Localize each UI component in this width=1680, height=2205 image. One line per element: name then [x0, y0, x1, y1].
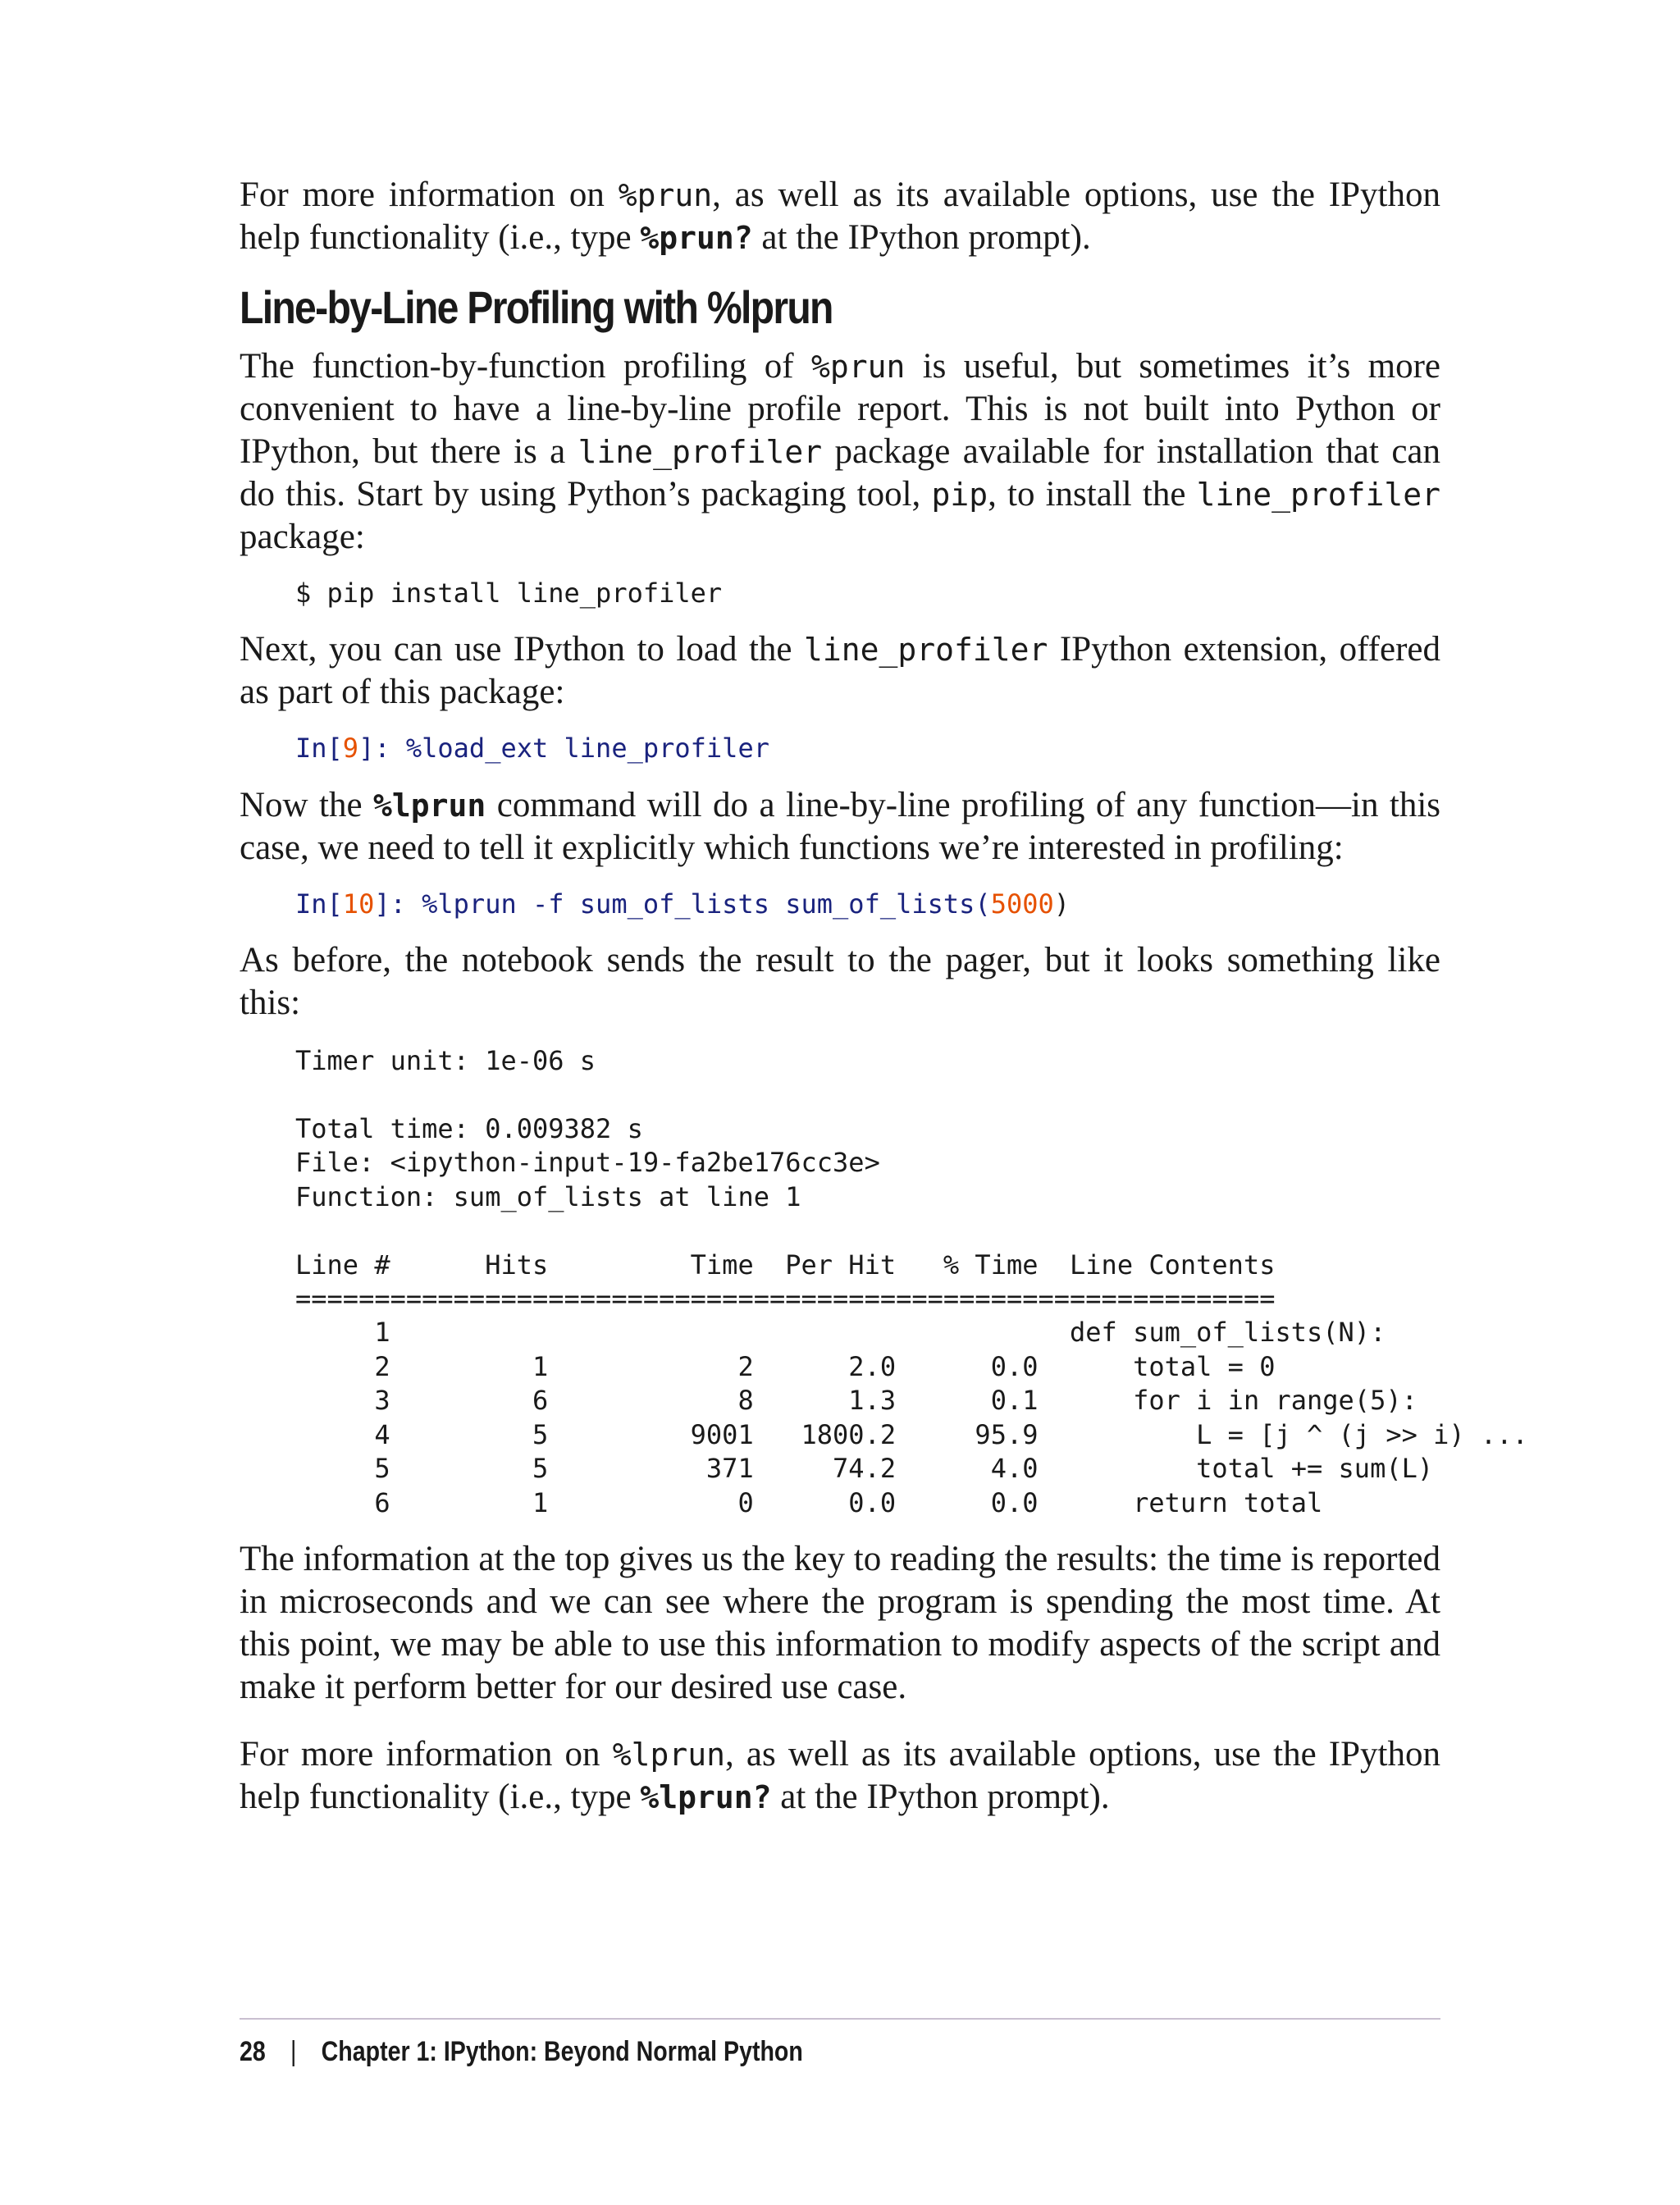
code-load-ext — [295, 732, 1440, 765]
para2-text-1: Next, you can use IPython to load the — [240, 630, 804, 669]
prompt-end: ]: — [358, 733, 406, 765]
inline-code: pip — [931, 477, 988, 513]
inline-code-lprun: %lprun — [612, 1736, 725, 1773]
inline-code: %prun — [810, 349, 906, 385]
intro-text-1: For more information on — [240, 176, 619, 214]
page-content — [240, 174, 1528, 1819]
code-argument: 5000 — [990, 888, 1054, 920]
inline-code: line_profiler — [578, 434, 823, 470]
page-footer — [240, 2018, 1440, 2068]
code-lprun — [295, 888, 1440, 921]
output-line: 5 5 371 74.2 4.0 total += sum(L) — [295, 1453, 1434, 1485]
prompt-number: 10 — [342, 888, 375, 920]
para2-text-2: IPython extension, offered as part of this package: — [240, 630, 1440, 712]
inline-code-lprun-help: %lprun? — [640, 1778, 772, 1815]
inline-code-lprun: %lprun — [373, 787, 486, 824]
inline-code-prun: %prun — [618, 177, 713, 213]
outro-paragraph — [240, 1733, 1440, 1819]
outro-text-1: For more information on — [240, 1734, 613, 1774]
footer-text — [240, 2036, 1249, 2068]
inline-code-prun-help: %prun? — [640, 220, 753, 256]
para1-text-3: package available for installation that can do this. Start by using Python’s packaging tool, — [240, 432, 1440, 514]
inline-code: line_profiler — [1196, 477, 1440, 513]
footer-separator: | — [290, 2036, 297, 2067]
output-line: Line # Hits Time Per Hit % Time Line Contents — [295, 1249, 1276, 1281]
para1-text-1: The function-by-function profiling of — [240, 347, 811, 386]
prompt-number: 9 — [342, 733, 359, 765]
output-line: ============================================================== — [295, 1283, 1276, 1315]
output-line: 2 1 2 2.0 0.0 total = 0 — [295, 1350, 1276, 1382]
paragraph-intro-lprun — [240, 345, 1440, 559]
para1-text-5: package: — [240, 518, 365, 556]
output-line — [295, 1079, 1440, 1112]
para1-text-4: , to install the — [988, 475, 1197, 514]
intro-text-2: , as well as its available options, use the IPython help functionality (i.e., type — [240, 176, 1440, 257]
profiler-output — [295, 1044, 1528, 1520]
inline-code: line_profiler — [803, 632, 1048, 669]
intro-paragraph — [240, 174, 1440, 259]
para1-text-2: is useful, but sometimes it’s more convenient to have a line-by-line profile report. This is not built into Python or IPython, but there is a — [240, 347, 1440, 471]
chapter-title: Chapter 1: IPython: Beyond Normal Python — [321, 2036, 803, 2067]
code-command: %load_ext line_profiler — [405, 733, 769, 765]
outro-text-3: at the IPython prompt). — [771, 1777, 1110, 1816]
para3-text-1: Now the — [240, 785, 374, 824]
output-line: File: <ipython-input-19-fa2be176cc3e> — [295, 1147, 880, 1179]
code-close-paren: ) — [1053, 888, 1071, 920]
intro-text-3: at the IPython prompt). — [752, 218, 1091, 257]
paragraph-pager: As before, the notebook sends the result to the pager, but it looks something like this: — [240, 941, 1440, 1023]
code-install: $ pip install line_profiler — [295, 578, 723, 609]
code-command: %lprun -f sum_of_lists sum_of_lists( — [422, 888, 991, 920]
output-line: 3 6 8 1.3 0.1 for i in range(5): — [295, 1385, 1418, 1417]
para3-text-2: command will do a line-by-line profiling of any function—in this case, we need to tell it explicitly which functions we’re interested in profiling: — [240, 785, 1441, 867]
paragraph-results: The information at the top gives us the key to reading the results: the time is reported in microseconds and we can see where the program is spending the most time. At this point, we may be able to use this information to modify aspects of the script and make it perform better for our desired use case. — [240, 1539, 1441, 1706]
output-line — [295, 1214, 1440, 1248]
prompt-end: ]: — [374, 888, 422, 920]
output-line: 4 5 9001 1800.2 95.9 L = [j ^ (j >> i) ... — [295, 1418, 1528, 1450]
output-line: Total time: 0.009382 s — [295, 1113, 643, 1145]
page-number: 28 — [240, 2036, 266, 2067]
paragraph-load-ext — [240, 628, 1440, 714]
output-line: 1 def sum_of_lists(N): — [295, 1317, 1386, 1349]
footer-divider — [240, 2018, 1440, 2020]
prompt: In[ — [295, 888, 343, 920]
prompt: In[ — [295, 733, 343, 765]
output-line: 6 1 0 0.0 0.0 return total — [295, 1486, 1323, 1518]
output-line: Function: sum_of_lists at line 1 — [295, 1180, 801, 1212]
section-title: Line-by-Line Profiling with %lprun — [240, 281, 833, 333]
outro-text-2: , as well as its available options, use the IPython help functionality (i.e., type — [240, 1734, 1440, 1816]
output-line: Timer unit: 1e-06 s — [295, 1045, 596, 1077]
paragraph-lprun-command — [240, 784, 1440, 870]
